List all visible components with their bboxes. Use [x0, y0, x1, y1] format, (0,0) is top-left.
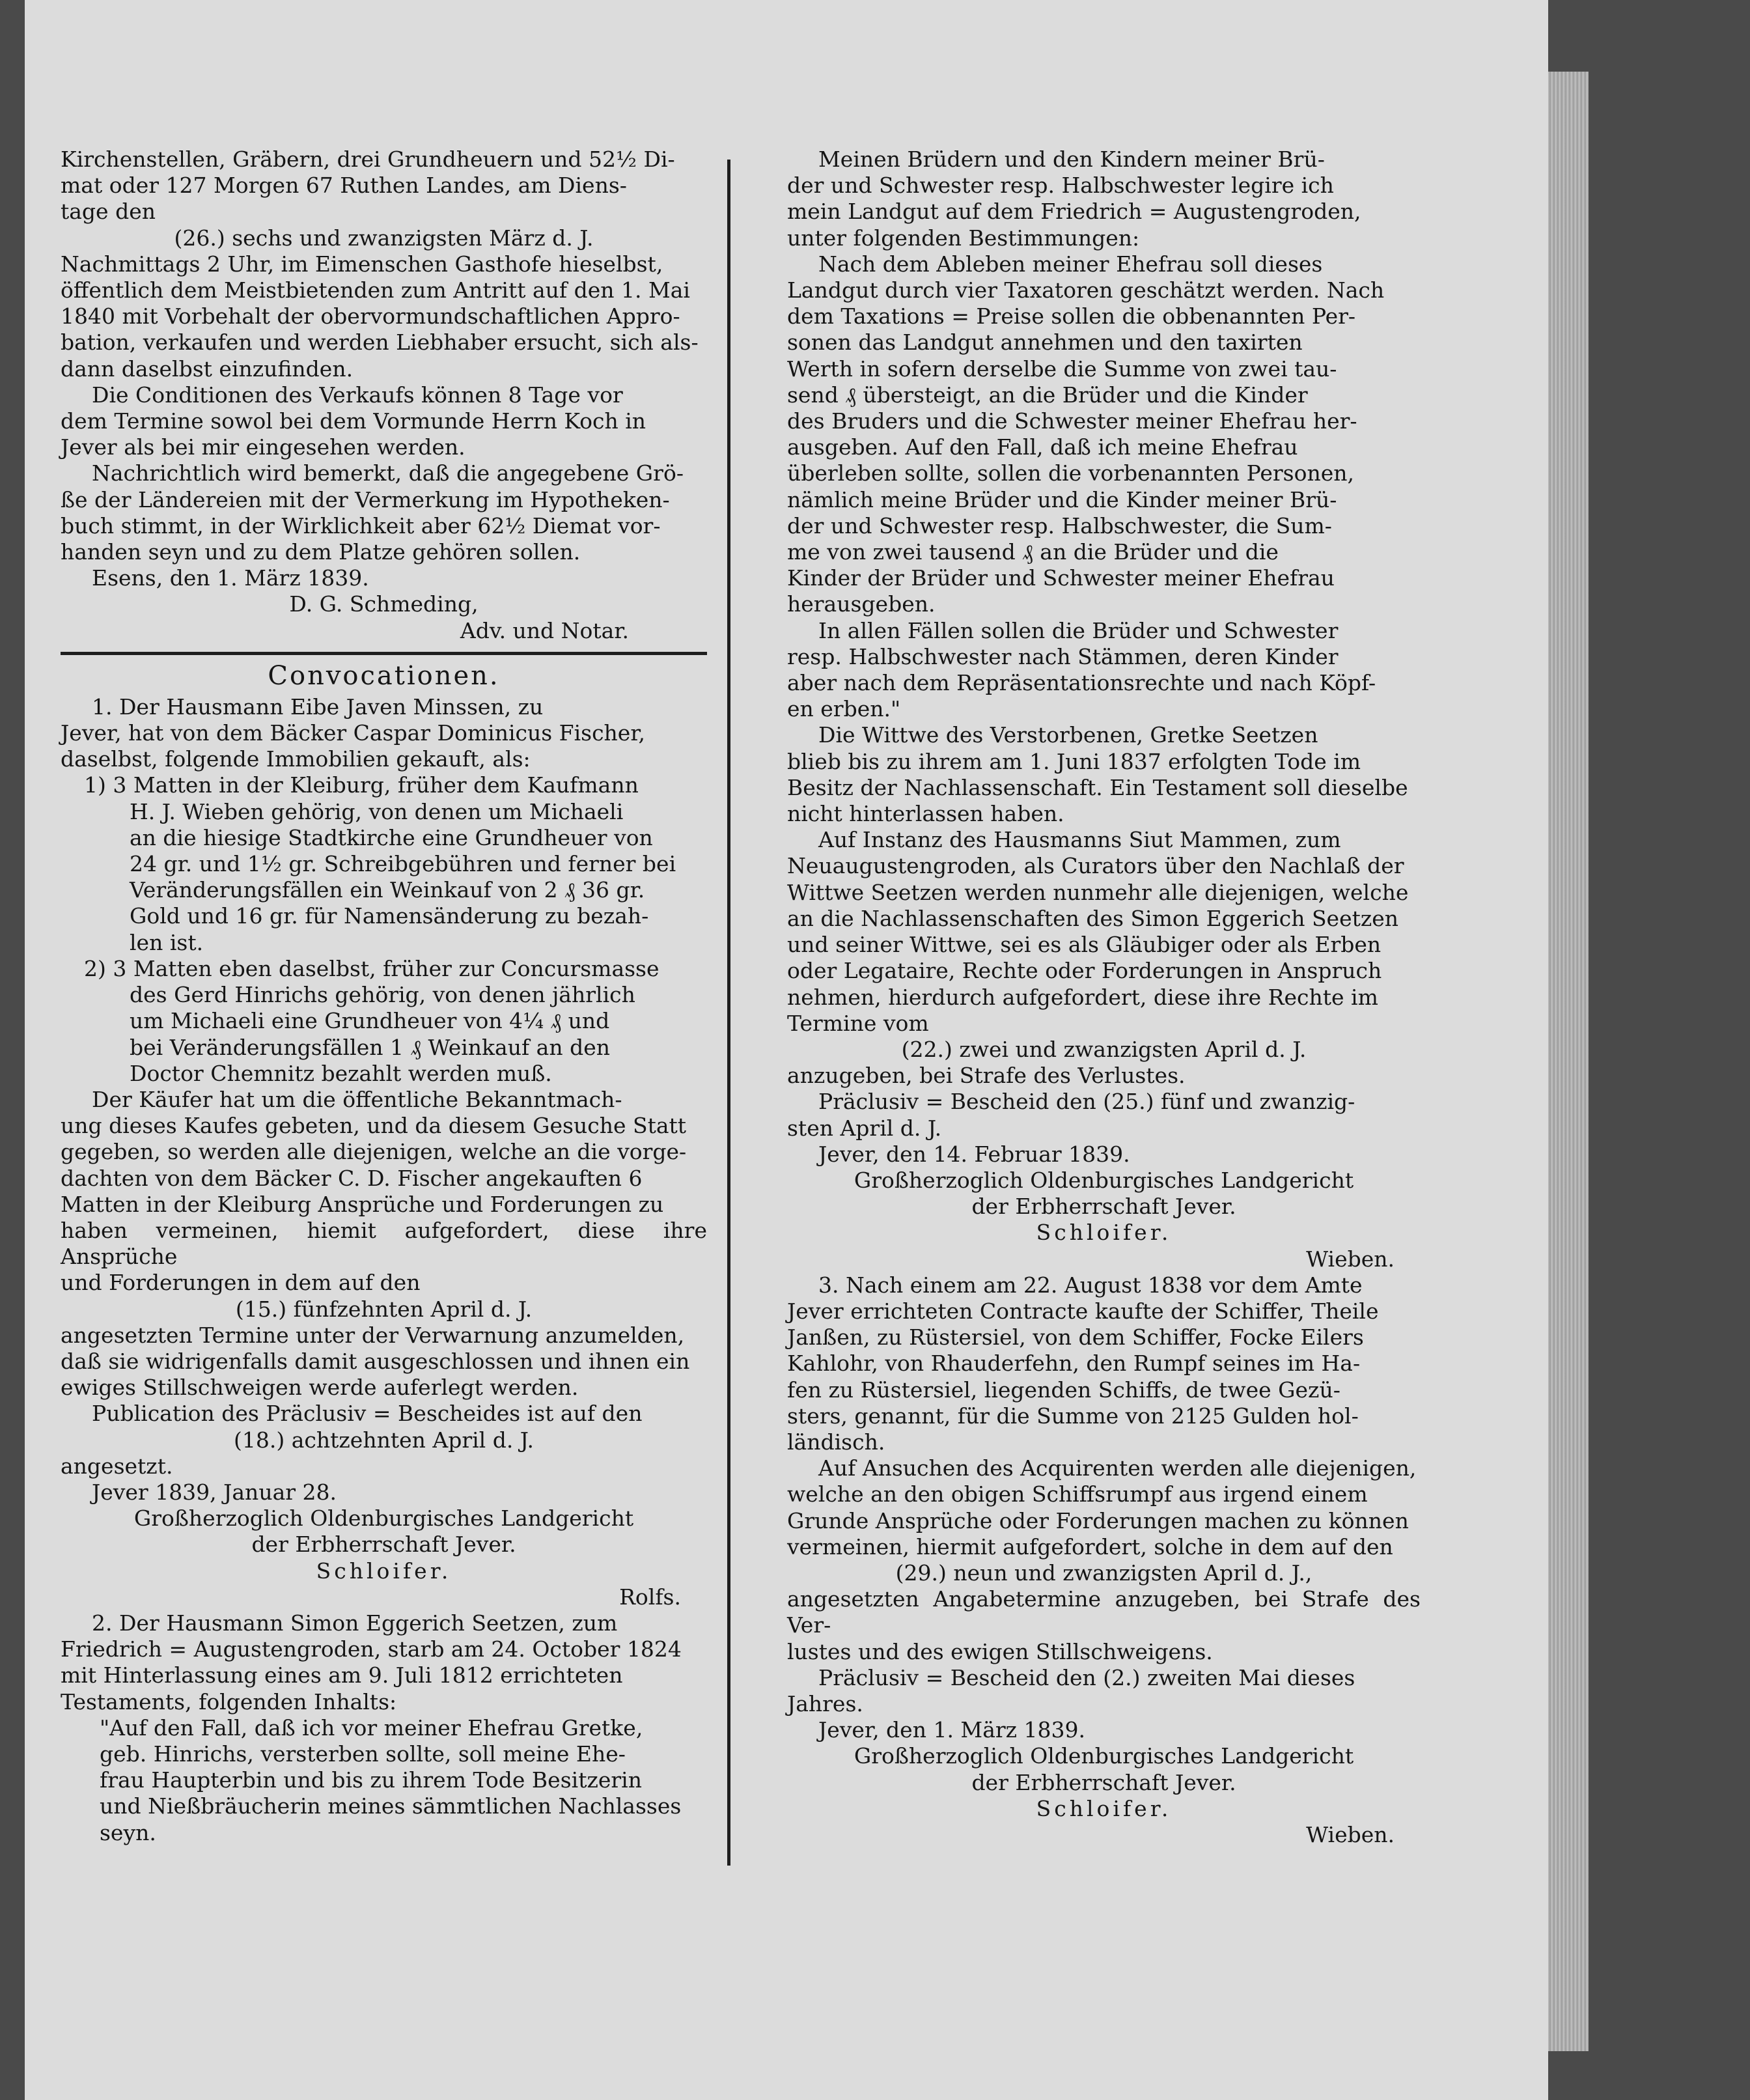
text-line: bation, verkaufen und werden Liebhaber ersucht, sich als- [61, 329, 699, 356]
sub-item-1 [61, 772, 707, 955]
signer-wieben: Wieben. [1306, 1246, 1395, 1272]
term2-paragraph [787, 1586, 1421, 1665]
text-line: Testaments, folgenden Inhalts: [61, 1688, 397, 1715]
text-line: an die hiesige Stadtkirche eine Grundheuer von [130, 824, 653, 850]
penalty-line: anzugeben, bei Strafe des Verlustes. [787, 1063, 1186, 1089]
text-line: Veränderungsfällen ein Weinkauf von 2 ₰ 36 gr. [130, 877, 645, 903]
publication-date: (18.) achtzehnten April d. J. [234, 1427, 534, 1453]
text-line: Janßen, zu Rüstersiel, von dem Schiffer, Focke Eilers [787, 1324, 1364, 1351]
text-line: 1840 mit Vorbehalt der obervormundschaftlichen Appro- [61, 303, 680, 329]
text-line: überleben sollte, sollen die vorbenannten Personen, [787, 460, 1354, 486]
text-line: fen zu Rüstersiel, liegenden Schiffs, de twee Gezü- [787, 1377, 1340, 1403]
text-line: tage den [61, 199, 156, 225]
text-line: Jever errichteten Contracte kaufte der Schiffer, Theile [787, 1298, 1379, 1324]
text-line: ße der Ländereien mit der Vermerkung im Hypotheken- [61, 486, 670, 512]
term-date-3: (29.) neun und zwanzigsten April d. J., [895, 1560, 1312, 1586]
text-line: und Nießbräucherin meines sämmtlichen Nachlasses [100, 1793, 682, 1819]
book-page-edges [1548, 72, 1589, 2051]
text-line: des Gerd Hinrichs gehörig, von denen jährlich [130, 982, 635, 1008]
text-line: vermeinen, hiermit aufgefordert, solche in dem auf den [787, 1533, 1393, 1560]
term-date: (15.) fünfzehnten April d. J. [235, 1296, 533, 1322]
text-line: sonen das Landgut annehmen und den taxirten [787, 329, 1303, 356]
text-line: geb. Hinrichs, versterben sollte, soll meine Ehe- [100, 1741, 626, 1767]
text-line: Meinen Brüdern und den Kindern meiner Brü- [818, 147, 1325, 172]
text-line: 2. Der Hausmann Simon Eggerich Seetzen, zum [92, 1610, 618, 1636]
text-line: sten April d. J. [787, 1115, 942, 1141]
text-line: mat oder 127 Morgen 67 Ruthen Landes, am Diens- [61, 173, 627, 199]
text-line: 2) 3 Matten eben daselbst, früher zur Concursmasse [84, 955, 660, 981]
text-line: Auf Instanz des Hausmanns Siut Mammen, zum [818, 827, 1341, 853]
text-line: angesetzten Termine unter der Verwarnung anzumelden, [61, 1322, 685, 1348]
document-page [25, 0, 1548, 2100]
text-line: mein Landgut auf dem Friedrich = Augustengroden, [787, 199, 1361, 225]
text-line: send ₰ übersteigt, an die Brüder und die Kinder [787, 382, 1308, 408]
text-line: 1) 3 Matten in der Kleiburg, früher dem Kaufmann [84, 772, 639, 798]
text-line: angesetzten Angabetermine anzugeben, bei Strafe des Ver- [787, 1586, 1421, 1638]
text-line: dachten von dem Bäcker C. D. Fischer angekauften 6 [61, 1165, 643, 1191]
auction-paragraph [61, 251, 707, 382]
testament-inheritance [787, 618, 1421, 723]
text-line: Präclusiv = Bescheid den (25.) fünf und zwanzig- [818, 1089, 1355, 1115]
text-line: Der Käufer hat um die öffentliche Bekanntmach- [92, 1086, 622, 1112]
text-line: des Bruders und die Schwester meiner Ehefrau her- [787, 408, 1357, 434]
text-line: buch stimmt, in der Wirklichkeit aber 62½ Diemat vor- [61, 512, 661, 539]
text-line: nämlich meine Brüder und die Kinder meiner Brü- [787, 486, 1337, 512]
text-line: Auf Ansuchen des Acquirenten werden alle diejenigen, [818, 1455, 1417, 1481]
text-line: ewiges Stillschweigen werde auferlegt werden. [61, 1375, 579, 1401]
left-column [61, 147, 707, 1846]
text-line: herausgeben. [787, 591, 936, 617]
note-paragraph [61, 460, 707, 565]
item2-paragraph [61, 1610, 707, 1715]
text-line: Matten in der Kleiburg Ansprüche und Forderungen zu [61, 1191, 664, 1217]
text-line: me von zwei tausend ₰ an die Brüder und die [787, 539, 1279, 565]
section-rule [61, 652, 707, 655]
place-date-2: Jever 1839, Januar 28. [92, 1479, 337, 1505]
place-date: Esens, den 1. März 1839. [92, 565, 369, 591]
text-line: Besitz der Nachlassenschaft. Ein Testament soll dieselbe [787, 774, 1408, 800]
text-line: handen seyn und zu dem Platze gehören sollen. [61, 539, 581, 565]
text-line: Wittwe Seetzen werden nunmehr alle diejenigen, welche [787, 879, 1409, 905]
right-column [787, 147, 1421, 1848]
signer-rolfs: Rolfs. [619, 1584, 681, 1610]
intro-paragraph [61, 147, 707, 225]
text-line: 24 gr. und 1½ gr. Schreibgebühren und ferner bei [130, 851, 676, 877]
text-line: gegeben, so werden alle diejenigen, welche an die vorge- [61, 1139, 687, 1165]
text-line: daselbst, folgende Immobilien gekauft, als: [61, 746, 531, 772]
text-line: Jahres. [787, 1690, 863, 1716]
text-line: um Michaeli eine Grundheuer von 4¼ ₰ und [130, 1008, 610, 1034]
text-line: und Forderungen in dem auf den [61, 1270, 421, 1296]
text-line: nicht hinterlassen haben. [787, 801, 1064, 827]
term-paragraph [61, 1323, 707, 1427]
text-line: ung dieses Kaufes gebeten, und da diesem Gesuche Statt [61, 1113, 687, 1139]
text-line: Neuaugustengroden, als Curators über den Nachlaß der [787, 853, 1404, 879]
text-line: ausgeben. Auf den Fall, daß ich meine Ehefrau [787, 434, 1298, 460]
acquirer-paragraph [787, 1455, 1421, 1560]
signer-schloifer-2: Schloifer. [1036, 1220, 1172, 1246]
text-line: daß sie widrigenfalls damit ausgeschlossen und ihnen ein [61, 1348, 690, 1374]
court-jurisdiction: der Erbherrschaft Jever. [251, 1532, 516, 1558]
text-line: bei Veränderungsfällen 1 ₰ Weinkauf an den [130, 1034, 610, 1060]
testament-quote-continued [787, 147, 1421, 251]
text-line: der und Schwester resp. Halbschwester legire ich [787, 173, 1334, 199]
text-line: Die Conditionen des Verkaufs können 8 Tage vor [92, 382, 623, 408]
text-line: Präclusiv = Bescheid den (2.) zweiten Mai dieses [818, 1664, 1355, 1690]
text-line: haben vermeinen, hiemit aufgefordert, diese ihre Ansprüche [61, 1217, 707, 1270]
preclusive2-paragraph [787, 1665, 1421, 1717]
text-line: Grunde Ansprüche oder Forderungen machen zu können [787, 1507, 1409, 1533]
text-line: lustes und des ewigen Stillschweigens. [787, 1638, 1213, 1664]
text-line: Gold und 16 gr. für Namensänderung zu bezah- [130, 903, 649, 929]
text-line: 1. Der Hausmann Eibe Javen Minssen, zu [92, 693, 544, 720]
signer-schloifer-3: Schloifer. [1036, 1795, 1172, 1821]
court-name-2: Großherzoglich Oldenburgisches Landgericht [854, 1167, 1354, 1193]
section-heading: Convocationen. [268, 660, 500, 691]
text-line: H. J. Wieben gehörig, von denen um Michaeli [130, 798, 624, 824]
buyer-paragraph [61, 1087, 707, 1296]
column-divider [727, 160, 730, 1866]
signer-title: Adv. und Notar. [460, 617, 629, 643]
widow-paragraph [787, 722, 1421, 827]
instance-paragraph [787, 827, 1421, 1037]
text-line: len ist. [130, 929, 204, 955]
item1-paragraph [61, 694, 707, 773]
text-line: Die Wittwe des Verstorbenen, Gretke Seetzen [818, 722, 1318, 748]
text-line: an die Nachlassenschaften des Simon Eggerich Seetzen [787, 905, 1399, 931]
text-line: In allen Fällen sollen die Brüder und Schwester [818, 617, 1339, 643]
court-jurisdiction-2: der Erbherrschaft Jever. [971, 1194, 1236, 1220]
text-line: oder Legataire, Rechte oder Forderungen in Anspruch [787, 958, 1382, 984]
text-line: Landgut durch vier Taxatoren geschätzt werden. Nach [787, 277, 1385, 303]
text-line: Nachrichtlich wird bemerkt, daß die angegebene Grö- [92, 460, 684, 486]
text-line: blieb bis zu ihrem am 1. Juni 1837 erfolgten Tode im [787, 748, 1361, 774]
text-line: Nach dem Ableben meiner Ehefrau soll dieses [818, 251, 1323, 277]
text-line: en erben." [787, 696, 901, 722]
text-line: sters, genannt, für die Summe von 2125 Gulden hol- [787, 1403, 1359, 1429]
text-line: Kahlohr, von Rhauderfehn, den Rumpf seines im Ha- [787, 1351, 1361, 1377]
item3-paragraph [787, 1272, 1421, 1455]
place-date-3: Jever, den 14. Februar 1839. [818, 1141, 1130, 1167]
text-line: welche an den obigen Schiffsrumpf aus irgend einem [787, 1481, 1368, 1507]
text-line: Jever als bei mir eingesehen werden. [61, 434, 465, 460]
term-date-2: (22.) zwei und zwanzigsten April d. J. [901, 1036, 1307, 1062]
testament-quote [61, 1715, 707, 1846]
publication-suffix: angesetzt. [61, 1453, 173, 1479]
text-line: Doctor Chemnitz bezahlt werden muß. [130, 1060, 552, 1086]
text-line: Jever, hat von dem Bäcker Caspar Dominicus Fischer, [61, 720, 645, 746]
text-line: nehmen, hierdurch aufgefordert, diese ihre Rechte im [787, 984, 1378, 1010]
text-line: dann daselbst einzufinden. [61, 356, 354, 382]
signer-name: D. G. Schmeding, [289, 591, 479, 617]
text-line: der und Schwester resp. Halbschwester, die Sum- [787, 512, 1332, 539]
text-line: Friedrich = Augustengroden, starb am 24. October 1824 [61, 1636, 682, 1662]
court-name: Großherzoglich Oldenburgisches Landgericht [133, 1505, 634, 1532]
text-line: resp. Halbschwester nach Stämmen, deren Kinder [787, 643, 1339, 669]
text-line: aber nach dem Repräsentationsrechte und nach Köpf- [787, 670, 1376, 696]
text-line: öffentlich dem Meistbietenden zum Antritt auf den 1. Mai [61, 277, 690, 303]
text-line: frau Haupterbin und bis zu ihrem Tode Besitzerin [100, 1767, 642, 1793]
text-line: mit Hinterlassung eines am 9. Juli 1812 errichteten [61, 1662, 623, 1688]
text-line: Termine vom [787, 1010, 929, 1036]
text-line: "Auf den Fall, daß ich vor meiner Ehefrau Gretke, [100, 1715, 643, 1741]
text-line: Kinder der Brüder und Schwester meiner Ehefrau [787, 565, 1335, 591]
conditions-paragraph [61, 382, 707, 461]
signer-wieben-2: Wieben. [1306, 1822, 1395, 1847]
text-line: dem Taxations = Preise sollen die obbenannten Per- [787, 303, 1356, 329]
auction-date: (26.) sechs und zwanzigsten März d. J. [174, 225, 594, 251]
preclusive-paragraph [787, 1089, 1421, 1141]
text-line: Kirchenstellen, Gräbern, drei Grundheuern und 52½ Di- [61, 147, 675, 172]
text-line: dem Termine sowol bei dem Vormunde Herrn Koch in [61, 408, 646, 434]
signer-schloifer: Schloifer. [316, 1558, 452, 1584]
text-line: unter folgenden Bestimmungen: [787, 225, 1140, 251]
text-line: ländisch. [787, 1429, 885, 1455]
text-line: Publication des Präclusiv = Bescheides ist auf den [92, 1401, 643, 1427]
text-line: und seiner Wittwe, sei es als Gläubiger oder als Erben [787, 932, 1382, 958]
court-name-3: Großherzoglich Oldenburgisches Landgericht [854, 1743, 1354, 1769]
sub-item-2 [61, 956, 707, 1087]
place-date-4: Jever, den 1. März 1839. [818, 1717, 1086, 1743]
text-line: Nachmittags 2 Uhr, im Eimenschen Gasthofe hieselbst, [61, 251, 663, 277]
testament-terms [787, 251, 1421, 618]
text-line: 3. Nach einem am 22. August 1838 vor dem Amte [818, 1272, 1363, 1298]
text-line: seyn. [100, 1819, 156, 1845]
court-jurisdiction-3: der Erbherrschaft Jever. [971, 1769, 1236, 1795]
text-line: Werth in sofern derselbe die Summe von zwei tau- [787, 356, 1337, 382]
